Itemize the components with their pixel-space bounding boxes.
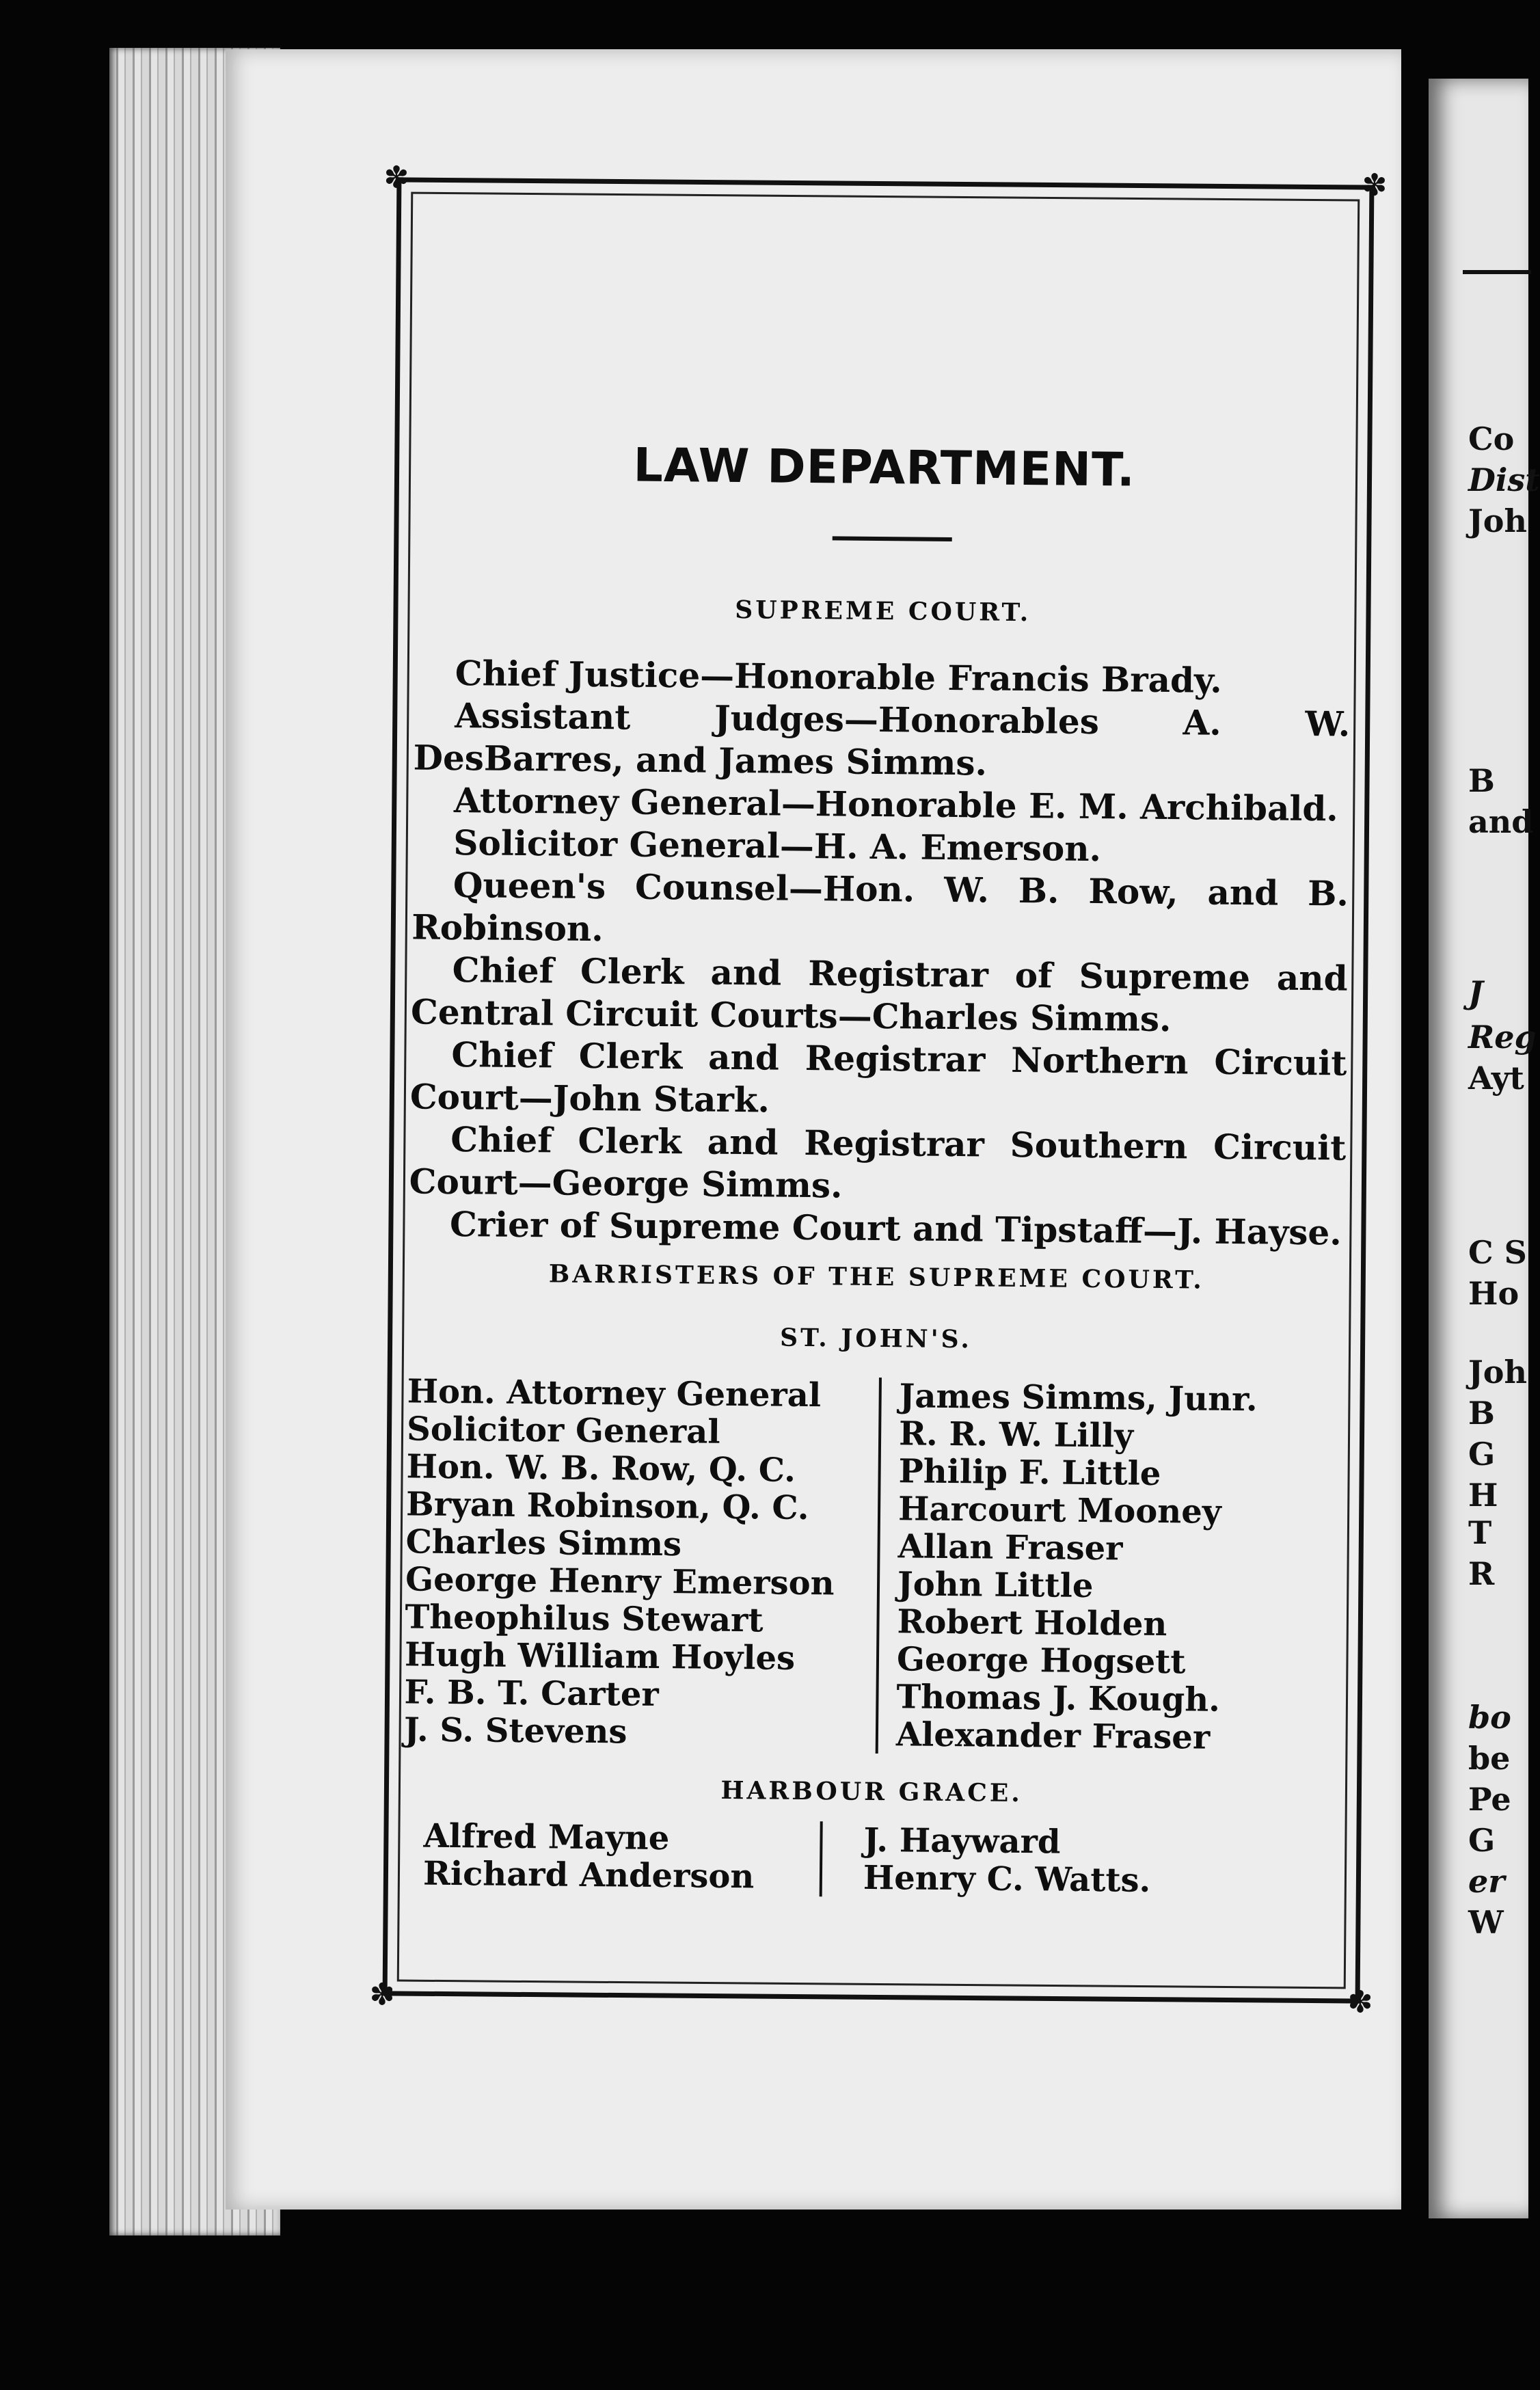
adjacent-page-rule [1463,270,1531,274]
barrister-name: John Little [897,1565,1094,1606]
court-officer-entry: Attorney General—Honorable E. M. Archibald. [453,780,1339,829]
court-officer-entry: Chief Justice—Honorable Francis Brady. [455,653,1223,701]
barrister-name: J. Hayward [863,1821,1061,1862]
barrister-name: J. S. Stevens [403,1710,627,1751]
adjacent-page-text: B [1468,1395,1495,1432]
subsection-heading-harbour-grace: HARBOUR GRACE. [720,1775,1023,1808]
adjacent-page-text: er [1468,1863,1505,1900]
adjacent-page-text: G [1468,1436,1496,1473]
barrister-name: Richard Anderson [422,1854,755,1896]
barrister-name: Thomas J. Kough. [896,1678,1221,1719]
court-officer-entry: Chief Clerk and Registrar Southern Circuit Court—George Simms. [409,1118,1347,1206]
page-title: LAW DEPARTMENT. [633,438,1136,498]
adjacent-page-text: Ho [1468,1275,1519,1312]
barrister-name: Bryan Robinson, Q. C. [405,1485,809,1528]
adjacent-page-text: and [1468,803,1534,840]
barrister-column-right [822,1821,1151,1900]
section-heading-barristers: BARRISTERS OF THE SUPREME COURT. [548,1259,1205,1295]
adjacent-page-text: bo [1468,1699,1511,1736]
st-johns-barristers [404,1373,1344,1758]
barrister-name: James Simms, Junr. [899,1377,1258,1419]
barrister-name: George Henry Emerson [405,1560,835,1603]
adjacent-page-text: Ayt [1468,1060,1524,1097]
court-officer-entry: Assistant Judges—Honorables A. W. DesBarres, and James Simms. [413,695,1351,783]
court-officer-entry: Chief Clerk and Registrar of Supreme and Central Circuit Courts—Charles Simms. [410,950,1348,1040]
barrister-name: Philip F. Little [898,1452,1161,1493]
barrister-column-left [404,1373,879,1754]
court-officer-entry: Crier of Supreme Court and Tipstaff—J. Hayse. [449,1203,1342,1253]
corner-ornament-icon: ✽ [383,160,409,196]
corner-ornament-icon: ✽ [1362,167,1388,203]
barrister-name: R. R. W. Lilly [898,1414,1134,1455]
barrister-name: George Hogsett [896,1640,1186,1682]
supreme-court-list [409,652,1351,1254]
barrister-name: Robert Holden [897,1602,1167,1644]
adjacent-page-text: B [1468,762,1495,799]
barrister-column-left [423,1818,820,1897]
adjacent-page-text: Pe [1468,1781,1511,1818]
subsection-heading-st-johns: ST. JOHN'S. [779,1323,973,1354]
adjacent-page-text: be [1468,1740,1511,1777]
barrister-column-right [878,1378,1258,1757]
court-officer-entry: Solicitor General—H. A. Emerson. [453,822,1102,870]
adjacent-page-text: Reg [1468,1019,1537,1056]
adjacent-page [1429,79,1540,2218]
barrister-name: Harcourt Mooney [897,1490,1221,1531]
adjacent-page-text: G [1468,1822,1496,1859]
barrister-name: Charles Simms [405,1522,682,1564]
adjacent-page-text: Joh [1468,502,1527,539]
barrister-name: Solicitor General [406,1410,720,1451]
corner-ornament-icon: ✽ [1347,1985,1373,2020]
adjacent-page-text: T [1468,1514,1492,1551]
barrister-name: Hugh William Hoyles [404,1635,796,1678]
adjacent-page-text: H [1468,1477,1498,1514]
barrister-name: Allan Fraser [897,1527,1123,1568]
section-heading-supreme-court: SUPREME COURT. [735,595,1031,628]
court-officer-entry: Queen's Counsel—Hon. W. B. Row, and B. Robinson. [411,865,1349,950]
adjacent-page-text: C S [1468,1234,1527,1271]
barrister-name: Alexander Fraser [895,1715,1211,1757]
adjacent-page-text: Dist [1468,461,1540,498]
barrister-name: Henry C. Watts. [863,1858,1151,1900]
harbour-grace-barristers [423,1818,1326,1902]
barrister-name: Alfred Mayne [423,1816,670,1858]
barrister-name: F. B. T. Carter [404,1673,659,1714]
adjacent-page-text: Co [1468,420,1515,457]
law-department-page [381,176,1375,2004]
corner-ornament-icon: ✽ [369,1977,395,2013]
barrister-name: Hon. W. B. Row, Q. C. [406,1447,796,1490]
adjacent-page-text: R [1468,1555,1495,1592]
adjacent-page-text: Joh [1468,1354,1527,1391]
title-rule [833,536,952,541]
adjacent-page-text: W [1468,1904,1504,1941]
barrister-name: Theophilus Stewart [405,1598,764,1640]
barrister-name: Hon. Attorney General [407,1372,822,1415]
adjacent-page-text: J [1468,974,1483,1011]
court-officer-entry: Chief Clerk and Registrar Northern Circuit Court—John Stark. [409,1034,1347,1120]
